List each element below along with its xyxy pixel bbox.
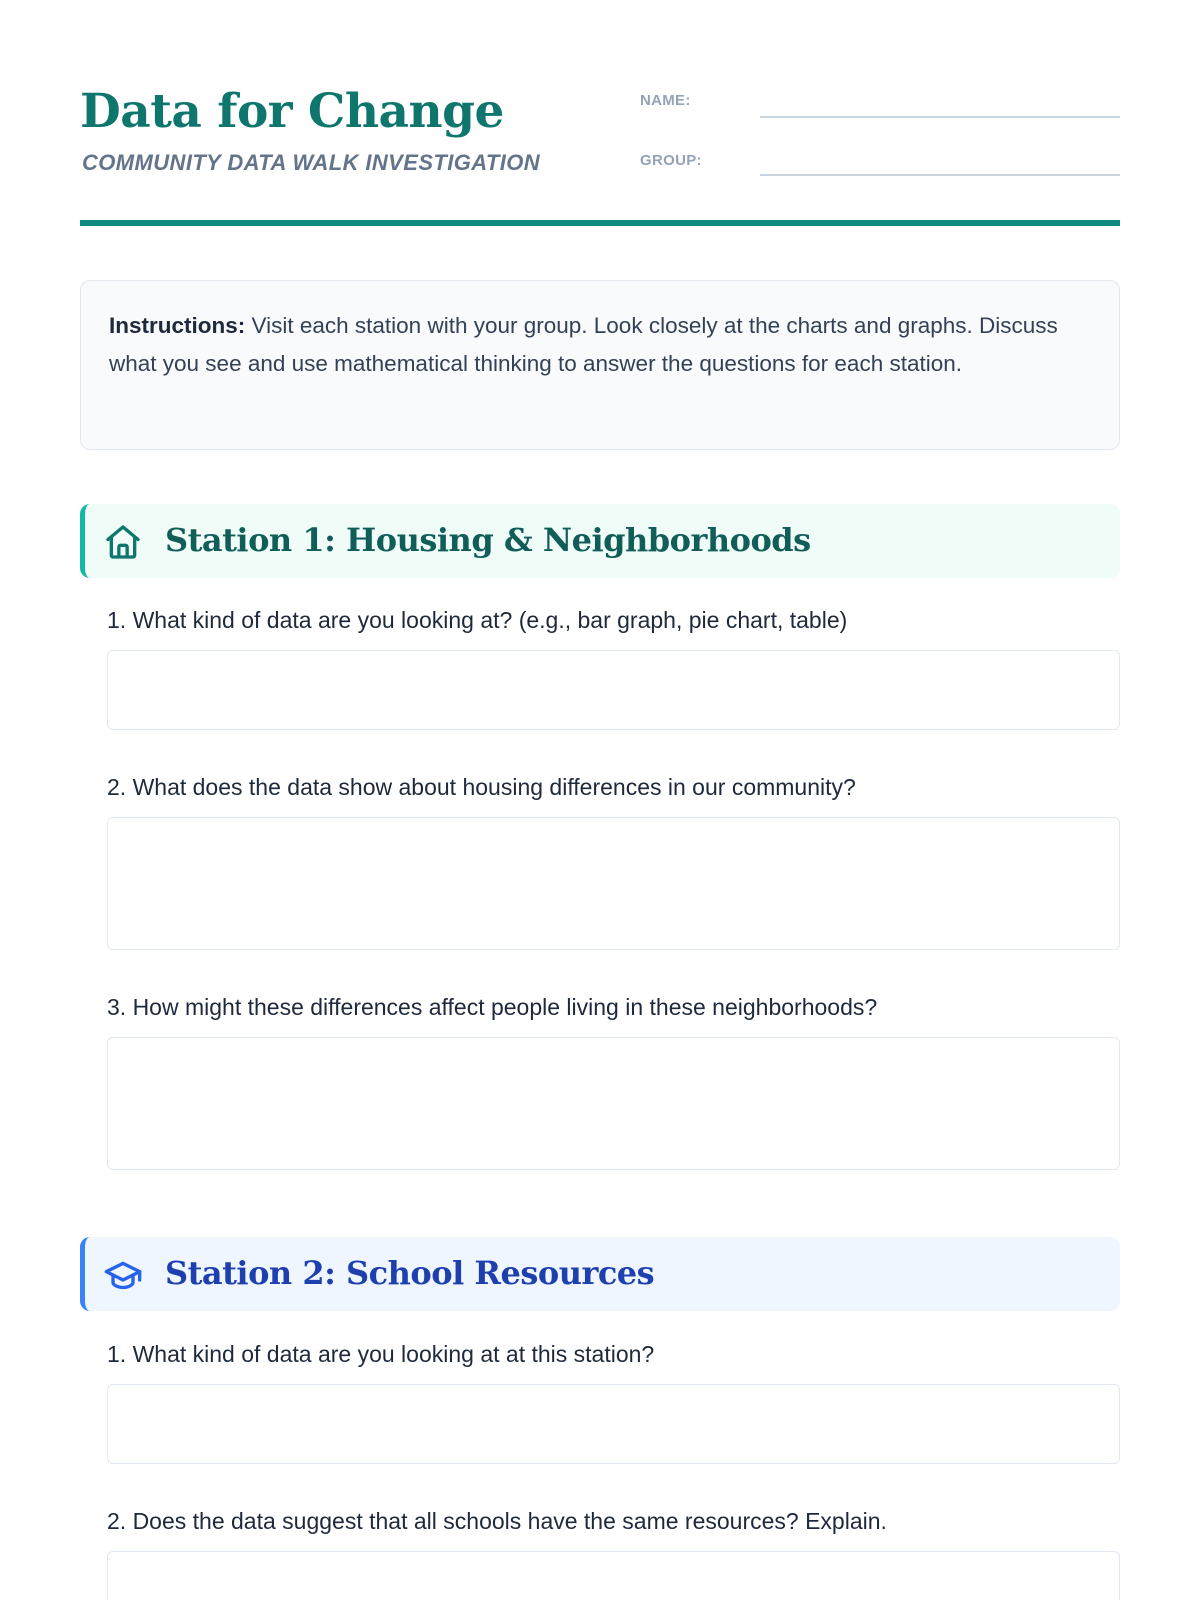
station-2-question-2: 2. Does the data suggest that all schools have the same resources? Explain. <box>107 1508 887 1534</box>
station-2-title: Station 2: School Resources <box>165 1254 655 1292</box>
house-icon <box>103 522 143 562</box>
instructions-label: Instructions: <box>109 313 246 338</box>
group-label: GROUP: <box>640 152 702 169</box>
instructions-text: Visit each station with your group. Look closely at the charts and graphs. Discuss what you see and use mathematical thinking to answer the questions for each station. <box>109 313 1058 376</box>
station-2-answer-2[interactable] <box>107 1551 1120 1600</box>
graduation-cap-icon <box>103 1255 143 1295</box>
page-subtitle: COMMUNITY DATA WALK INVESTIGATION <box>82 150 541 175</box>
name-field[interactable] <box>760 116 1120 118</box>
station-1-answer-1[interactable] <box>107 650 1120 730</box>
name-label: NAME: <box>640 92 691 109</box>
station-2-question-1: 1. What kind of data are you looking at at this station? <box>107 1341 655 1367</box>
page-title: Data for Change <box>80 84 504 139</box>
instructions-box <box>80 280 1120 450</box>
station-1-answer-3[interactable] <box>107 1037 1120 1170</box>
station-1-title: Station 1: Housing & Neighborhoods <box>165 521 811 559</box>
station-1-header <box>80 504 1120 578</box>
station-1-question-1: 1. What kind of data are you looking at? (e.g., bar graph, pie chart, table) <box>107 607 848 633</box>
station-2-answer-1[interactable] <box>107 1384 1120 1464</box>
station-1-answer-2[interactable] <box>107 817 1120 950</box>
station-2-header <box>80 1237 1120 1311</box>
station-1-question-3: 3. How might these differences affect people living in these neighborhoods? <box>107 994 878 1020</box>
station-1-question-2: 2. What does the data show about housing differences in our community? <box>107 774 856 800</box>
header-divider <box>80 220 1120 226</box>
worksheet-header <box>80 78 1120 228</box>
group-field[interactable] <box>760 174 1120 176</box>
